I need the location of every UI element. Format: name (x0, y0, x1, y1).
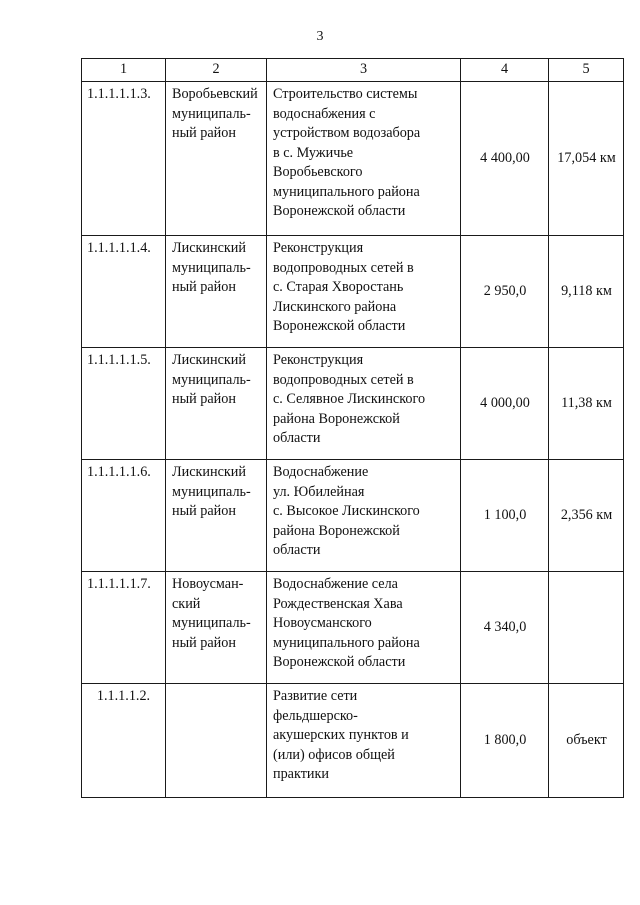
project-description: Развитие сети фельдшерско- акушерских пунктов и (или) офисов общей практики (267, 684, 461, 798)
amount-value: 1 800,0 (461, 684, 549, 798)
capacity-value: 2,356 км (549, 460, 624, 572)
amount-value: 2 950,0 (461, 236, 549, 348)
amount-value: 4 340,0 (461, 572, 549, 684)
column-header: 3 (267, 59, 461, 82)
program-table (81, 58, 624, 798)
header-row (82, 59, 624, 82)
item-code: 1.1.1.1.1.7. (82, 572, 166, 684)
capacity-value: 9,118 км (549, 236, 624, 348)
capacity-value (549, 572, 624, 684)
amount-value: 1 100,0 (461, 460, 549, 572)
column-header: 1 (82, 59, 166, 82)
capacity-value: 11,38 км (549, 348, 624, 460)
table-row (82, 572, 624, 684)
project-description: Реконструкция водопроводных сетей в с. Селявное Лискинского района Воронежской области (267, 348, 461, 460)
district-name: Лискинский муниципаль- ный район (166, 236, 267, 348)
item-code: 1.1.1.1.1.3. (82, 82, 166, 236)
column-header: 4 (461, 59, 549, 82)
column-header: 5 (549, 59, 624, 82)
table-row (82, 348, 624, 460)
table-row (82, 236, 624, 348)
project-description: Водоснабжение ул. Юбилейная с. Высокое Лискинского района Воронежской области (267, 460, 461, 572)
capacity-value: объект (549, 684, 624, 798)
capacity-value: 17,054 км (549, 82, 624, 236)
project-description: Водоснабжение села Рождественская Хава Новоусманского муниципального района Воронежской области (267, 572, 461, 684)
table-row (82, 684, 624, 798)
page-number: 3 (316, 29, 324, 44)
district-name (166, 684, 267, 798)
item-code: 1.1.1.1.2. (82, 684, 166, 798)
item-code: 1.1.1.1.1.4. (82, 236, 166, 348)
district-name: Новоусман- ский муниципаль- ный район (166, 572, 267, 684)
item-code: 1.1.1.1.1.6. (82, 460, 166, 572)
amount-value: 4 400,00 (461, 82, 549, 236)
district-name: Лискинский муниципаль- ный район (166, 460, 267, 572)
project-description: Строительство системы водоснабжения с устройством водозабора в с. Мужичье Воробьевского муниципального района Воронежской области (267, 82, 461, 236)
district-name: Лискинский муниципаль- ный район (166, 348, 267, 460)
amount-value: 4 000,00 (461, 348, 549, 460)
item-code: 1.1.1.1.1.5. (82, 348, 166, 460)
district-name: Воробьевский муниципаль- ный район (166, 82, 267, 236)
column-header: 2 (166, 59, 267, 82)
table-row (82, 460, 624, 572)
table-row (82, 82, 624, 236)
project-description: Реконструкция водопроводных сетей в с. Старая Хворостань Лискинского района Воронежской области (267, 236, 461, 348)
